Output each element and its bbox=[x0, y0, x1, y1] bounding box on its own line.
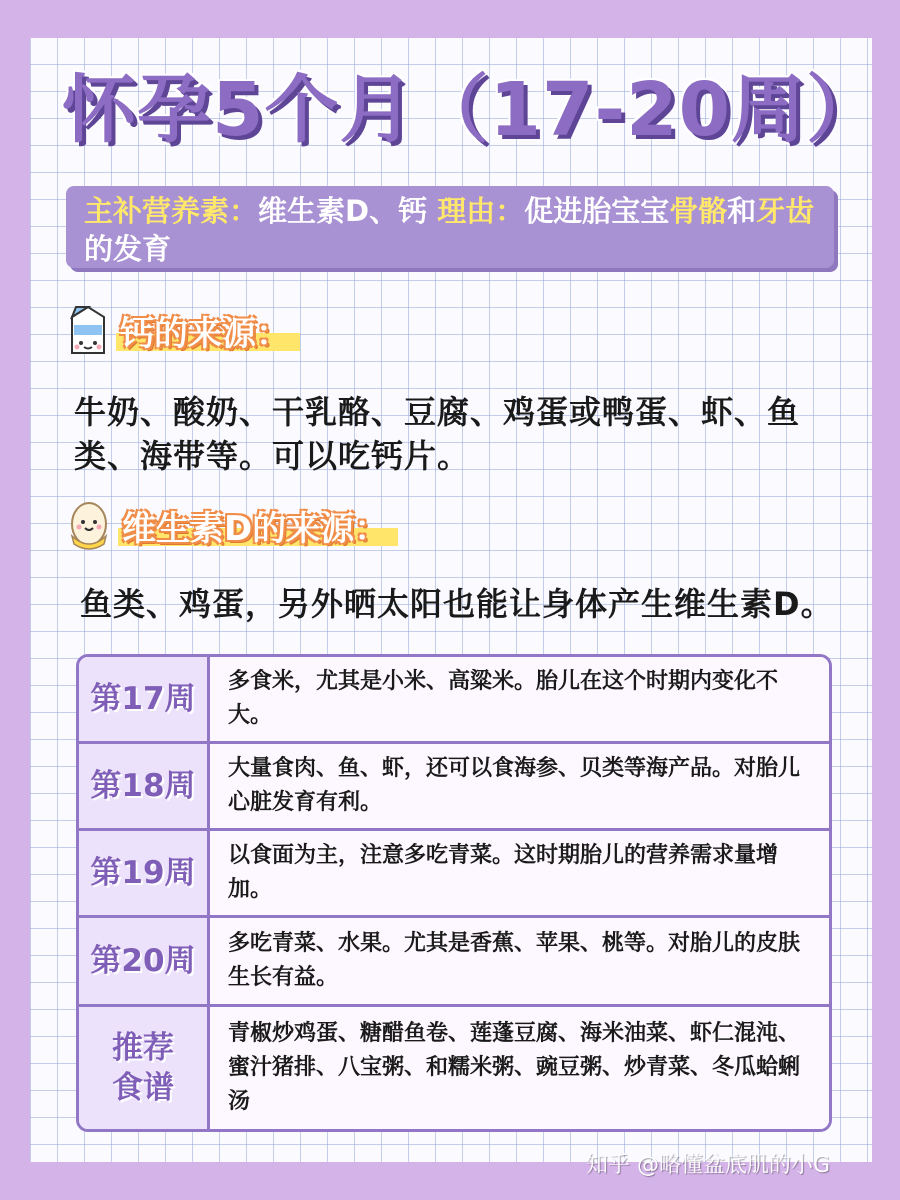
week-description: 多吃青菜、水果。尤其是香蕉、苹果、桃等。对胎儿的皮肤生长有益。 bbox=[210, 918, 829, 1004]
week-description: 以食面为主，注意多吃青菜。这时期胎儿的营养需求量增加。 bbox=[210, 831, 829, 915]
week-label: 第19周 bbox=[79, 831, 210, 915]
table-row-week-17 bbox=[79, 657, 829, 744]
reason-label: 理由： bbox=[437, 194, 525, 228]
weekly-diet-table bbox=[76, 654, 832, 1132]
table-row-week-19 bbox=[79, 831, 829, 918]
vitamin-d-heading-label: 维生素D的来源： bbox=[118, 501, 398, 550]
calcium-sources-text: 牛奶、酸奶、干乳酪、豆腐、鸡蛋或鸭蛋、虾、鱼类、海带等。可以吃钙片。 bbox=[74, 393, 801, 475]
table-row-recipes bbox=[79, 1007, 829, 1129]
recipes-label bbox=[79, 1007, 210, 1129]
week-label: 第17周 bbox=[79, 657, 210, 741]
reason-text-mid: 和 bbox=[727, 194, 757, 228]
nutrient-banner bbox=[66, 186, 834, 268]
recipes-label-line2: 食谱 bbox=[112, 1070, 174, 1106]
watermark: 知乎 @略懂盆底肌的小G bbox=[586, 1153, 831, 1178]
vitamin-d-section-heading bbox=[64, 495, 398, 555]
calcium-section-heading bbox=[66, 300, 300, 360]
week-description: 大量食肉、鱼、虾，还可以食海参、贝类等海产品。对胎儿心脏发育有利。 bbox=[210, 744, 829, 828]
main-nutrient-label: 主补营养素： bbox=[84, 194, 259, 228]
recipes-label-line1: 推荐 bbox=[112, 1030, 174, 1066]
reason-highlight-bones: 骨骼 bbox=[669, 194, 728, 228]
reason-highlight-teeth: 牙齿 bbox=[756, 194, 815, 228]
table-row-week-20 bbox=[79, 918, 829, 1007]
week-label: 第20周 bbox=[79, 918, 210, 1004]
week-label: 第18周 bbox=[79, 744, 210, 828]
page-title: 怀孕5个月（17-20周） bbox=[62, 67, 882, 153]
vitamin-d-sources-text: 鱼类、鸡蛋，另外晒太阳也能让身体产生维生素D。 bbox=[80, 585, 834, 623]
table-row-week-18 bbox=[79, 744, 829, 831]
milk-carton-icon bbox=[66, 303, 110, 357]
main-nutrient-value: 维生素D、钙 bbox=[258, 194, 428, 228]
reason-text-pre: 促进胎宝宝 bbox=[524, 194, 670, 228]
calcium-heading-label: 钙的来源： bbox=[116, 306, 300, 355]
week-description: 多食米，尤其是小米、高粱米。胎儿在这个时期内变化不大。 bbox=[210, 657, 829, 741]
recipes-description: 青椒炒鸡蛋、糖醋鱼卷、莲蓬豆腐、海米油菜、虾仁混沌、蜜汁猪排、八宝粥、和糯米粥、豌豆粥、炒青菜、冬瓜蛤蜊汤 bbox=[210, 1007, 829, 1129]
reason-text-post: 的发育 bbox=[84, 232, 172, 266]
egg-character-icon bbox=[64, 498, 114, 552]
